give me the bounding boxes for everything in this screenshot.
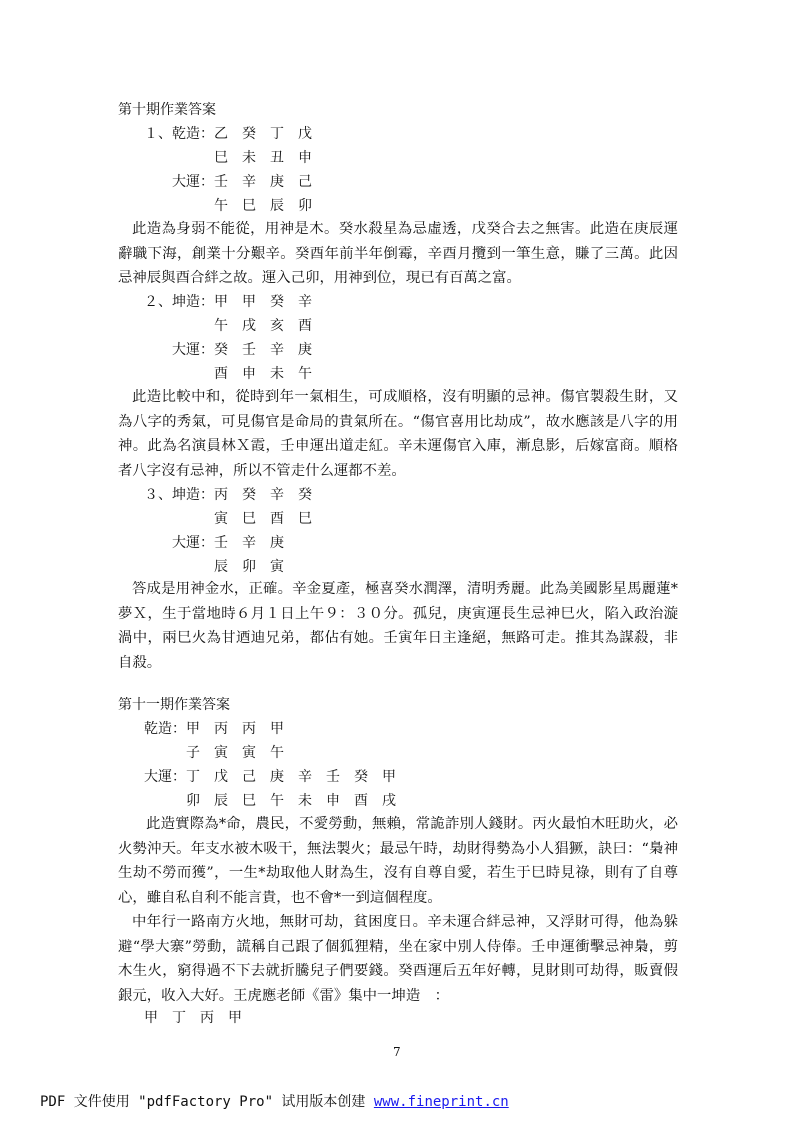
chart-line: 甲 丁 丙 甲 xyxy=(144,1010,242,1026)
paragraph: 此造比較中和，從時到年一氣相生，可成順格，沒有明顯的忌神。傷官製殺生財，又為八字的秀氣，可見傷官是命局的貴氣所在。“傷官喜用比劫成”，故水應該是八字的用神。此為名演員林Ｘ霞，壬申運出道走紅。辛未運傷官入庫，漸息影，后嫁富商。順格者八字沒有忌神，所以不管走什么運都不差。 xyxy=(118,389,678,479)
chart-line: 辰 卯 寅 xyxy=(214,559,284,575)
footer-link[interactable]: www.fineprint.cn xyxy=(373,1094,509,1110)
chart-line: 乾造：甲 丙 丙 甲 xyxy=(144,721,284,737)
section-heading: 第十一期作業答案 xyxy=(118,697,230,713)
paragraph: 此造為身弱不能從，用神是木。癸水殺星為忌虛透，戊癸合去之無害。此造在庚辰運辭職下海，創業十分艱辛。癸酉年前半年倒霉，辛酉月攬到一筆生意，賺了三萬。此因忌神辰與酉合絆之故。運入己卯，用神到位，現已有百萬之富。 xyxy=(118,221,678,286)
chart-line: 大運：壬 辛 庚 己 xyxy=(172,174,312,190)
paragraph: 答成是用神金水，正確。辛金夏產，極喜癸水潤澤，清明秀麗。此為美國影星馬麗蓮*夢Ｘ，生于當地時６月１日上午９：３０分。孤兒，庚寅運長生忌神巳火，陷入政治漩渦中，兩巳火為甘迺迪兄弟，都佔有她。壬寅年日主逢絕，無路可走。推其為謀殺，非自殺。 xyxy=(118,581,678,671)
chart-line: 子 寅 寅 午 xyxy=(186,745,284,761)
chart-line: 大運：癸 壬 辛 庚 xyxy=(172,342,312,358)
chart-line: ２、坤造：甲 甲 癸 辛 xyxy=(144,294,312,310)
chart-line: 大運：丁 戊 己 庚 辛 壬 癸 甲 xyxy=(144,769,396,785)
pdf-footer xyxy=(40,1092,509,1112)
chart-line: ３、坤造：丙 癸 辛 癸 xyxy=(144,487,312,503)
chart-line: 午 巳 辰 卯 xyxy=(214,198,312,214)
chart-line: 卯 辰 巳 午 未 申 酉 戌 xyxy=(186,793,396,809)
chart-line: 大運：壬 辛 庚 xyxy=(172,535,284,551)
chart-line: 酉 申 未 午 xyxy=(214,366,312,382)
page-number: 7 xyxy=(393,1045,401,1059)
paragraph: 中年行一路南方火地，無財可劫，貧困度日。辛未運合絆忌神，又浮財可得，他為躲避“學大寨”勞動，謊稱自己跟了個狐狸精，坐在家中別人侍俸。壬申運衝擊忌神梟，剪木生火，窮得過不下去就折騰兒子們要錢。癸酉運后五年好轉，見財則可劫得，販賣假銀元，收入大好。王虎應老師《雷》集中一坤造 ： xyxy=(118,914,678,1004)
section-heading: 第十期作業答案 xyxy=(118,102,216,118)
paragraph: 此造實際為*命，農民，不愛勞動，無賴，常詭詐別人錢財。丙火最怕木旺助火，必火勢沖天。年支水被木吸干，無法製火；最忌午時，劫財得勢為小人猖獗，訣曰：“梟神生劫不勞而獲”，一生*劫取他人財為生，沒有自尊自愛，若生于巳時見祿，則有了自尊心，雖自私自利不能言貴，也不會*一到這個程度。 xyxy=(118,816,678,906)
chart-line: 巳 未 丑 申 xyxy=(214,150,312,166)
chart-line: 寅 巳 酉 巳 xyxy=(214,511,312,527)
chart-line: 午 戌 亥 酉 xyxy=(214,318,312,334)
chart-line: １、乾造：乙 癸 丁 戊 xyxy=(144,126,312,142)
footer-text: PDF 文件使用 "pdfFactory Pro" 试用版本创建 xyxy=(40,1094,374,1110)
